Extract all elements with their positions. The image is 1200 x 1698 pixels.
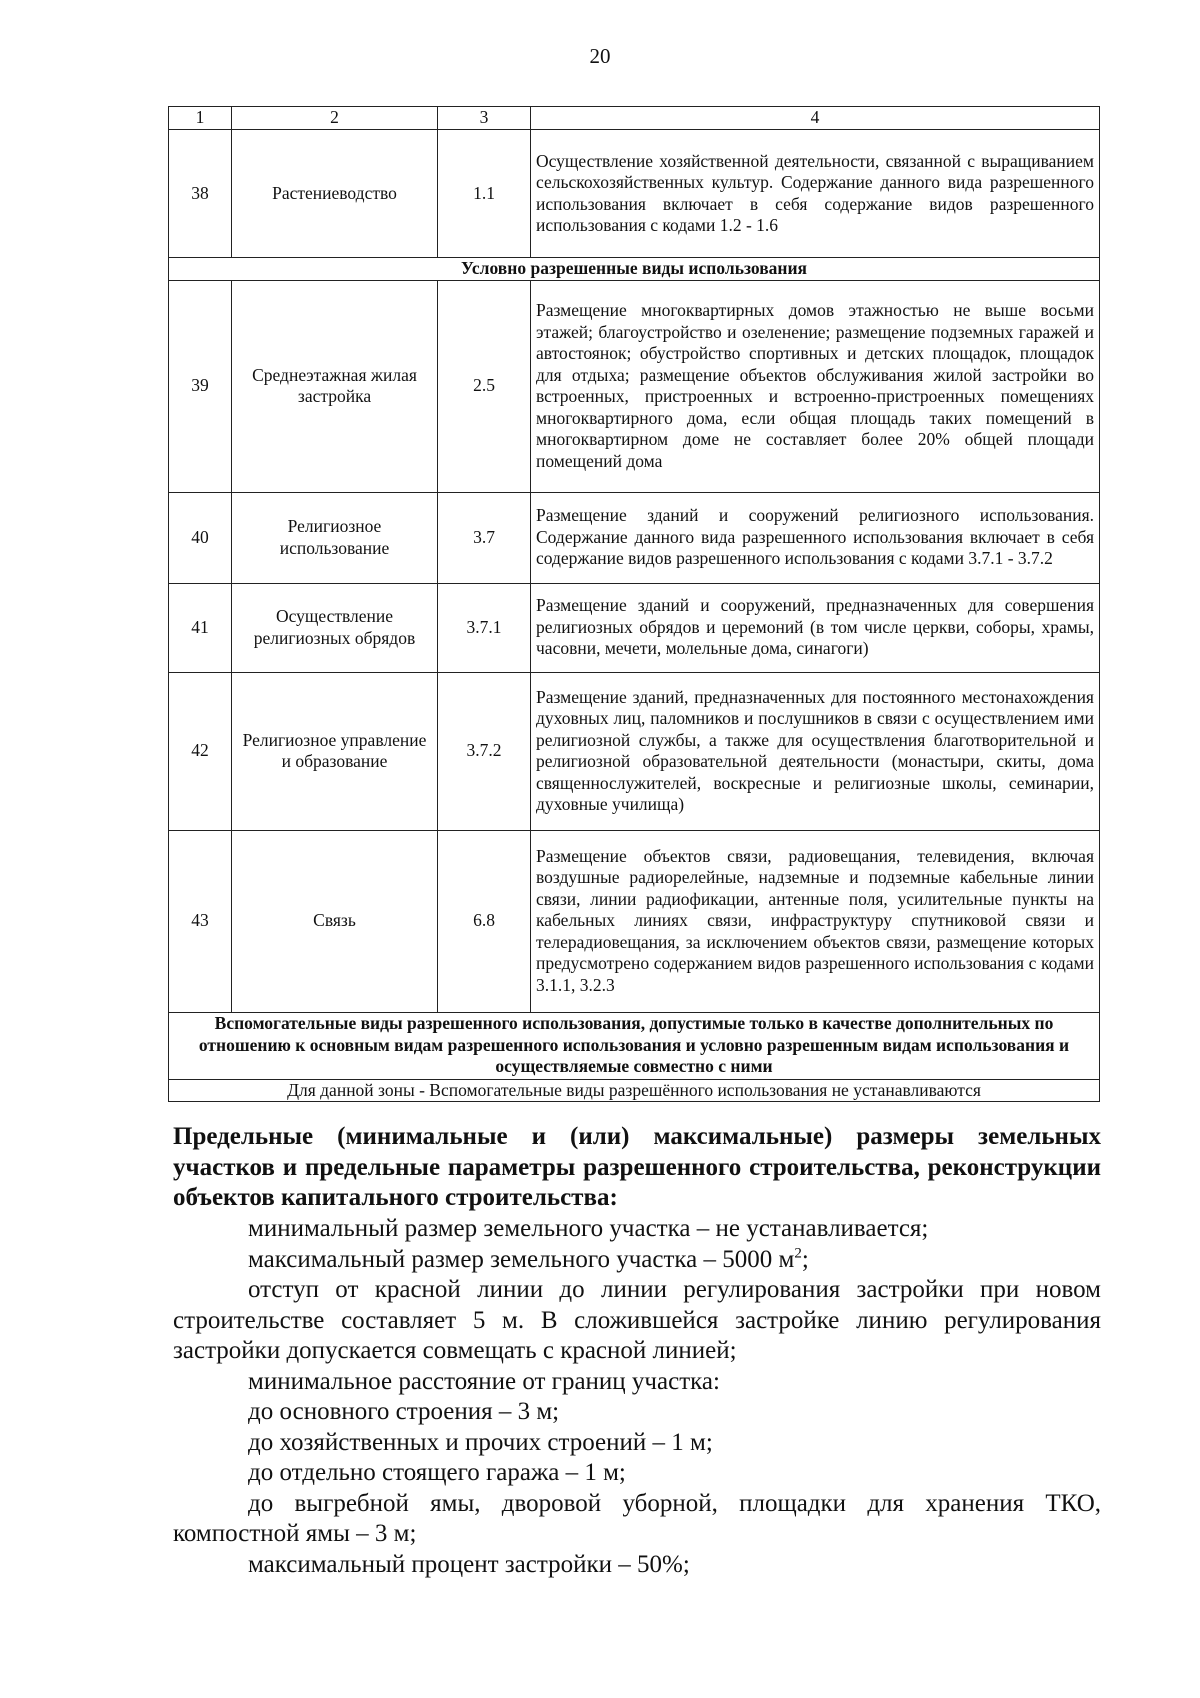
- use-code: 3.7.1: [438, 583, 531, 672]
- auxiliary-uses-title: Вспомогательные виды разрешенного использования, допустимые только в качестве дополнительных по отношению к основным видам разрешенного использования и условно разрешенным видам использования и осуществляемые совместно с ними: [169, 1012, 1100, 1079]
- param-distance-cesspit: до выгребной ямы, дворовой уборной, площадки для хранения ТКО, компостной ямы – 3 м;: [173, 1489, 1101, 1547]
- param-max-plot-size: максимальный размер земельного участка – 5000 $м^2$;: [248, 1245, 809, 1273]
- use-code: 3.7.2: [438, 672, 531, 830]
- section-row-auxiliary-note: [169, 1079, 1100, 1102]
- param-distance-main-building: до основного строения – 3 м;: [248, 1398, 560, 1425]
- param-min-distance-title: минимальное расстояние от границ участка:: [248, 1367, 720, 1395]
- use-description: Размещение зданий, предназначенных для постоянного местонахождения духовных лиц, паломников и послушников в связи с осуществлением ими религиозной службы, а также для осуществления благотворительной и религиозной образовательной деятельности (монастыри, скиты, дома священнослужителей, воскресные и религиозные школы, семинарии, духовные училища): [531, 672, 1100, 830]
- section-row-auxiliary: [169, 1012, 1100, 1079]
- use-code: 2.5: [438, 280, 531, 492]
- param-red-line-offset: отступ от красной линии до линии регулирования застройки при новом строительстве составляет 5 м. В сложившейся застройке линию регулирования застройки допускается совмещать с красной линией;: [173, 1276, 1101, 1364]
- table-row: [169, 130, 1100, 258]
- header-col-2: 2: [232, 107, 438, 130]
- use-description: Размещение зданий и сооружений, предназначенных для совершения религиозных обрядов и церемоний (в том числе церкви, соборы, храмы, часовни, мечети, молельные дома, синагоги): [531, 583, 1100, 672]
- header-col-1: 1: [169, 107, 232, 130]
- row-number: 42: [169, 672, 232, 830]
- table-row: [169, 492, 1100, 583]
- header-col-4: 4: [531, 107, 1100, 130]
- param-max-coverage: максимальный процент застройки – 50%;: [248, 1550, 690, 1578]
- auxiliary-uses-note: Для данной зоны - Вспомогательные виды разрешённого использования не устанавливаются: [169, 1079, 1100, 1102]
- use-code: 6.8: [438, 830, 531, 1012]
- table-row: [169, 280, 1100, 492]
- use-name: Среднеэтажная жилая застройка: [232, 280, 438, 492]
- row-number: 39: [169, 280, 232, 492]
- table-row: [169, 672, 1100, 830]
- use-name: Религиозное управление и образование: [232, 672, 438, 830]
- table-row: [169, 583, 1100, 672]
- use-name: Растениеводство: [232, 130, 438, 258]
- header-col-3: 3: [438, 107, 531, 130]
- use-code: 1.1: [438, 130, 531, 258]
- parameters-list: [173, 1214, 1101, 1580]
- limits-heading: Предельные (минимальные и (или) максимальные) размеры земельных участков и предельные параметры разрешенного строительства, реконструкции объектов капитального строительства:: [173, 1123, 1101, 1211]
- use-name: Осуществление религиозных обрядов: [232, 583, 438, 672]
- param-min-plot-size: минимальный размер земельного участка – не устанавливается;: [248, 1215, 929, 1242]
- table-row: [169, 830, 1100, 1012]
- use-description: Размещение многоквартирных домов этажностью не выше восьми этажей; благоустройство и озеленение; размещение подземных гаражей и автостоянок; обустройство спортивных и детских площадок, площадок для отдыха; размещение объектов обслуживания жилой застройки во встроенных, пристроенных и встроенно-пристроенных помещениях многоквартирного дома, если общая площадь таких помещений в многоквартирном доме не составляет более 20% общей площади помещений дома: [531, 280, 1100, 492]
- use-description: Размещение зданий и сооружений религиозного использования. Содержание данного вида разрешенного использования включает в себя содержание видов разрешенного использования с кодами 3.7.1 - 3.7.2: [531, 492, 1100, 583]
- row-number: 43: [169, 830, 232, 1012]
- use-description: Осуществление хозяйственной деятельности, связанной с выращиванием сельскохозяйственных культур. Содержание данного вида разрешенного использования включает в себя содержание видов разрешенного использования с кодами 1.2 - 1.6: [531, 130, 1100, 258]
- page-number: 20: [589, 44, 611, 68]
- param-distance-garage: до отдельно стоящего гаража – 1 м;: [248, 1459, 626, 1486]
- row-number: 40: [169, 492, 232, 583]
- land-use-table: [168, 106, 1100, 1102]
- use-description: Размещение объектов связи, радиовещания, телевидения, включая воздушные радиорелейные, надземные и подземные кабельные линии связи, линии радиофикации, антенные поля, усилительные пункты на кабельных линиях связи, инфраструктуру спутниковой связи и телерадиовещания, за исключением объектов связи, размещение которых предусмотрено содержанием видов разрешенного использования с кодами 3.1.1, 3.2.3: [531, 830, 1100, 1012]
- use-name: Связь: [232, 830, 438, 1012]
- conditional-uses-title: Условно разрешенные виды использования: [169, 258, 1100, 281]
- use-code: 3.7: [438, 492, 531, 583]
- row-number: 38: [169, 130, 232, 258]
- use-name: Религиозное использование: [232, 492, 438, 583]
- table-header-row: [169, 107, 1100, 130]
- section-row-conditional: [169, 258, 1100, 281]
- row-number: 41: [169, 583, 232, 672]
- param-distance-outbuildings: до хозяйственных и прочих строений – 1 м;: [248, 1428, 713, 1456]
